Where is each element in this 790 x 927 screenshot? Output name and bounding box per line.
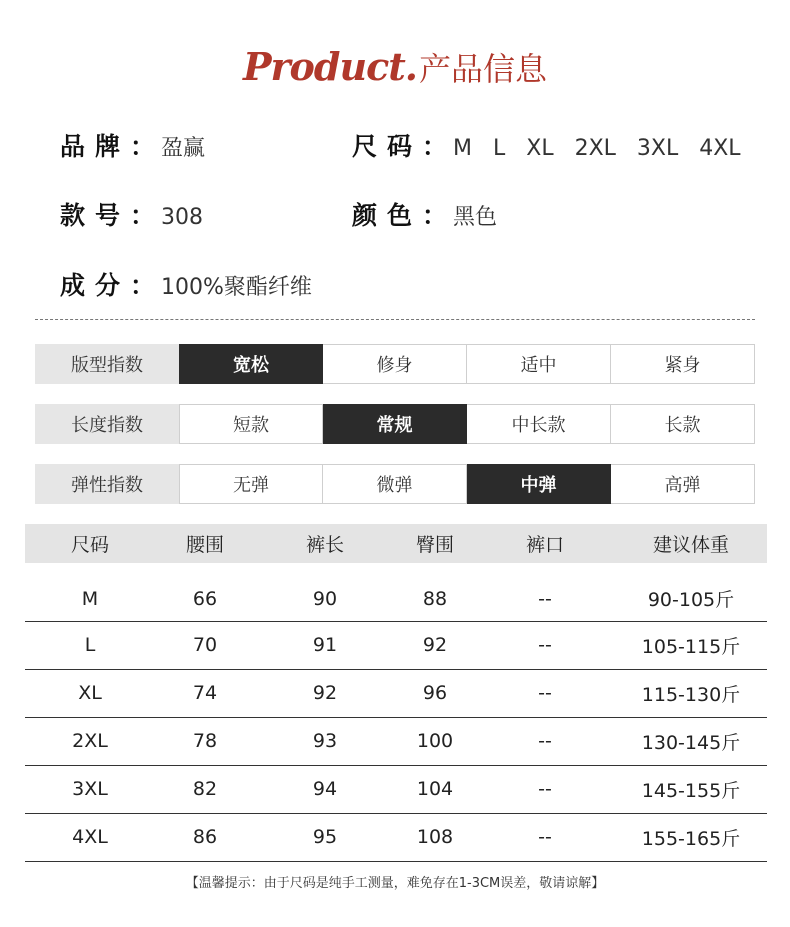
title-cn: 产品信息 — [419, 50, 548, 88]
header-size: 尺码 — [25, 524, 155, 563]
material-value: 100%聚酯纤维 — [161, 275, 312, 300]
color-value: 黑色 — [453, 205, 498, 230]
info-color: 颜色： 黑色 — [352, 201, 498, 230]
model-value: 308 — [161, 205, 204, 230]
header-hem: 裤口 — [475, 524, 615, 563]
length-option-long: 长款 — [611, 404, 755, 444]
size-values: M L XL 2XL 3XL 4XL — [453, 136, 741, 161]
header-length: 裤长 — [255, 524, 395, 563]
size-label: 尺码 — [352, 132, 423, 161]
model-label: 款号 — [60, 201, 131, 230]
fit-option-regular: 适中 — [467, 344, 611, 384]
info-model: 款号： 308 — [60, 201, 204, 230]
dashed-divider — [35, 319, 755, 320]
fit-option-slim: 修身 — [323, 344, 467, 384]
length-option-short: 短款 — [179, 404, 323, 444]
info-size: 尺码： M L XL 2XL 3XL 4XL — [352, 132, 741, 161]
table-row: 3XL 82 94 104 -- 145-155斤 — [25, 765, 767, 813]
table-row: 2XL 78 93 100 -- 130-145斤 — [25, 717, 767, 765]
length-option-regular: 常规 — [323, 404, 467, 444]
measurement-note: 【温馨提示：由于尺码是纯手工测量，难免存在1-3CM误差，敬请谅解】 — [185, 876, 605, 891]
info-material: 成分： 100%聚酯纤维 — [60, 271, 312, 300]
info-brand: 品牌： 盈赢 — [60, 132, 206, 161]
brand-label: 品牌 — [60, 132, 131, 161]
stretch-index-label: 弹性指数 — [35, 464, 179, 504]
stretch-option-high: 高弹 — [611, 464, 755, 504]
table-row: L 70 91 92 -- 105-115斤 — [25, 621, 767, 669]
header-waist: 腰围 — [155, 524, 255, 563]
color-label: 颜色 — [352, 201, 423, 230]
page-title — [0, 44, 790, 90]
material-label: 成分 — [60, 271, 131, 300]
table-header-row — [25, 524, 767, 563]
fit-index-label: 版型指数 — [35, 344, 179, 384]
fit-option-loose: 宽松 — [179, 344, 323, 384]
header-hip: 臀围 — [395, 524, 475, 563]
fit-index-row — [35, 344, 755, 384]
stretch-option-none: 无弹 — [179, 464, 323, 504]
length-index-label: 长度指数 — [35, 404, 179, 444]
stretch-option-medium: 中弹 — [467, 464, 611, 504]
stretch-index-row — [35, 464, 755, 504]
table-row: 4XL 86 95 108 -- 155-165斤 — [25, 813, 767, 861]
header-weight: 建议体重 — [615, 524, 767, 563]
length-index-row — [35, 404, 755, 444]
table-row: XL 74 92 96 -- 115-130斤 — [25, 669, 767, 717]
fit-option-tight: 紧身 — [611, 344, 755, 384]
brand-value: 盈赢 — [161, 136, 206, 161]
size-table — [25, 524, 767, 862]
length-option-midlong: 中长款 — [467, 404, 611, 444]
table-row: M 66 90 88 -- 90-105斤 — [25, 563, 767, 621]
stretch-option-slight: 微弹 — [323, 464, 467, 504]
title-script: Product. — [242, 44, 418, 89]
